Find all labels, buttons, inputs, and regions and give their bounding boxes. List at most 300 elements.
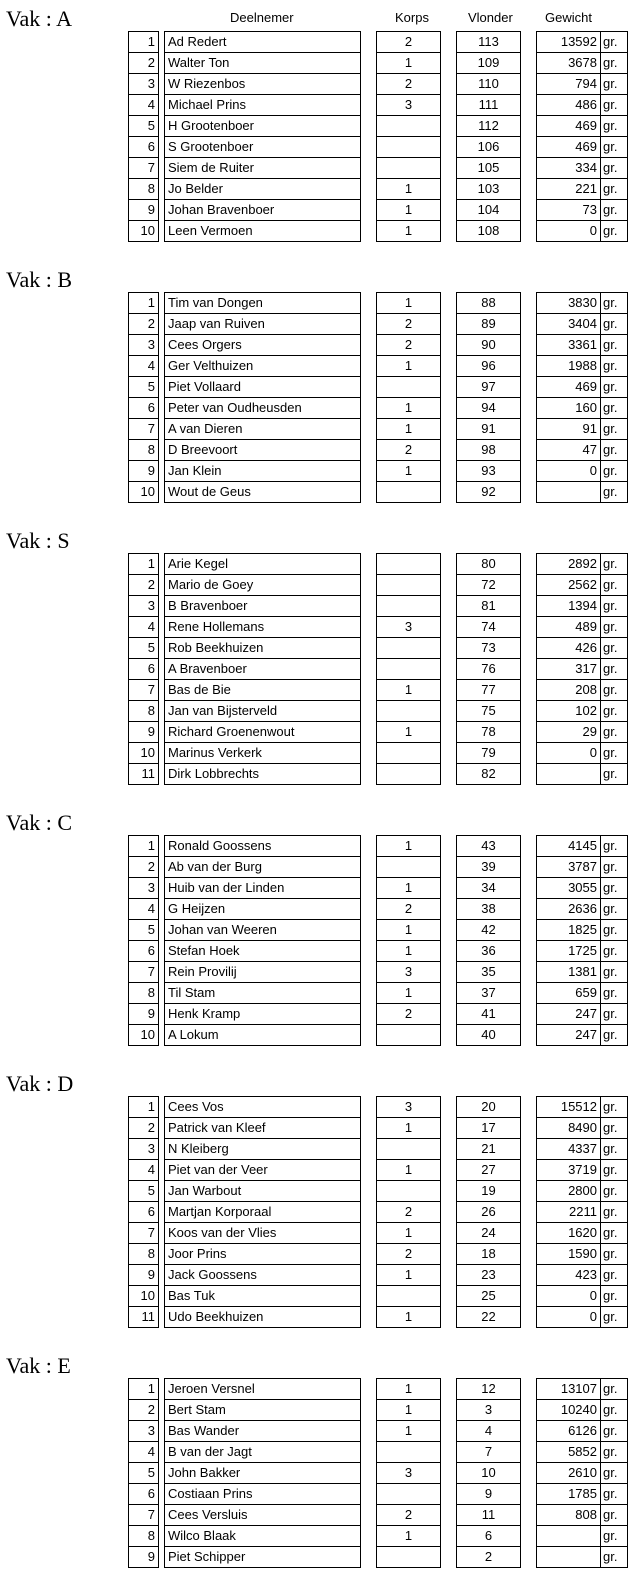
korps-cell: 1 — [377, 398, 441, 419]
spacer-cell — [361, 335, 377, 356]
spacer-cell — [361, 680, 377, 701]
korps-cell — [377, 554, 441, 575]
participant-name-cell: Rob Beekhuizen — [165, 638, 361, 659]
spacer-cell — [521, 1025, 537, 1046]
weight-cell: 317 — [537, 659, 601, 680]
vlonder-cell: 19 — [457, 1181, 521, 1202]
korps-cell: 1 — [377, 941, 441, 962]
spacer-cell — [521, 314, 537, 335]
rank-cell: 11 — [129, 764, 159, 785]
spacer-cell — [361, 962, 377, 983]
vlonder-cell: 41 — [457, 1004, 521, 1025]
spacer-cell — [441, 200, 457, 221]
spacer-cell — [441, 764, 457, 785]
vak-title: Vak : A — [6, 6, 72, 31]
korps-cell: 1 — [377, 836, 441, 857]
spacer-cell — [441, 899, 457, 920]
weight-unit-cell: gr. — [601, 158, 628, 179]
korps-cell: 2 — [377, 314, 441, 335]
spacer-cell — [521, 680, 537, 701]
spacer-cell — [521, 764, 537, 785]
weight-cell: 2562 — [537, 575, 601, 596]
spacer-cell — [441, 1463, 457, 1484]
participant-name-cell: Jan Klein — [165, 461, 361, 482]
spacer-cell — [521, 419, 537, 440]
weight-cell: 808 — [537, 1505, 601, 1526]
weight-unit-cell: gr. — [601, 377, 628, 398]
rank-cell: 4 — [129, 95, 159, 116]
korps-cell: 2 — [377, 1202, 441, 1223]
rank-cell: 2 — [129, 1400, 159, 1421]
spacer-cell — [441, 221, 457, 242]
weight-cell: 486 — [537, 95, 601, 116]
vlonder-cell: 40 — [457, 1025, 521, 1046]
spacer-cell — [361, 1118, 377, 1139]
weight-cell: 2800 — [537, 1181, 601, 1202]
spacer-cell — [441, 701, 457, 722]
vlonder-cell: 72 — [457, 575, 521, 596]
rank-cell: 5 — [129, 638, 159, 659]
spacer-cell — [361, 1442, 377, 1463]
vlonder-cell: 108 — [457, 221, 521, 242]
korps-cell: 2 — [377, 899, 441, 920]
spacer-cell — [521, 1463, 537, 1484]
spacer-cell — [521, 1505, 537, 1526]
weight-unit-cell: gr. — [601, 293, 628, 314]
table-row — [129, 1442, 628, 1463]
rank-cell: 3 — [129, 1139, 159, 1160]
vlonder-cell: 24 — [457, 1223, 521, 1244]
spacer-cell — [521, 1265, 537, 1286]
participant-name-cell: Bert Stam — [165, 1400, 361, 1421]
spacer-cell — [521, 638, 537, 659]
spacer-cell — [521, 1484, 537, 1505]
spacer-cell — [521, 74, 537, 95]
participant-name-cell: S Grootenboer — [165, 137, 361, 158]
rank-cell: 4 — [129, 1442, 159, 1463]
korps-cell — [377, 1484, 441, 1505]
vlonder-cell: 3 — [457, 1400, 521, 1421]
rank-cell: 7 — [129, 680, 159, 701]
spacer-cell — [521, 596, 537, 617]
weight-unit-cell: gr. — [601, 95, 628, 116]
korps-cell — [377, 1442, 441, 1463]
vlonder-cell: 23 — [457, 1265, 521, 1286]
weight-cell: 423 — [537, 1265, 601, 1286]
korps-cell: 1 — [377, 200, 441, 221]
spacer-cell — [521, 899, 537, 920]
korps-cell: 1 — [377, 1265, 441, 1286]
participant-name-cell: Jan van Bijsterveld — [165, 701, 361, 722]
participant-name-cell: Stefan Hoek — [165, 941, 361, 962]
weight-unit-cell: gr. — [601, 659, 628, 680]
weight-cell: 1988 — [537, 356, 601, 377]
spacer-cell — [361, 836, 377, 857]
vlonder-cell: 42 — [457, 920, 521, 941]
vlonder-cell: 80 — [457, 554, 521, 575]
rank-cell: 7 — [129, 158, 159, 179]
vlonder-cell: 97 — [457, 377, 521, 398]
weight-unit-cell: gr. — [601, 1379, 628, 1400]
vlonder-cell: 110 — [457, 74, 521, 95]
weight-cell: 15512 — [537, 1097, 601, 1118]
participant-name-cell: Ab van der Burg — [165, 857, 361, 878]
korps-cell — [377, 1286, 441, 1307]
vlonder-cell: 92 — [457, 482, 521, 503]
participant-name-cell: Rein Provilij — [165, 962, 361, 983]
participant-name-cell: H Grootenboer — [165, 116, 361, 137]
spacer-cell — [441, 722, 457, 743]
spacer-cell — [361, 941, 377, 962]
rank-cell: 1 — [129, 1097, 159, 1118]
vlonder-cell: 74 — [457, 617, 521, 638]
weight-cell: 2211 — [537, 1202, 601, 1223]
weight-unit-cell: gr. — [601, 221, 628, 242]
weight-cell: 3055 — [537, 878, 601, 899]
participant-name-cell: Johan Bravenboer — [165, 200, 361, 221]
participant-name-cell: N Kleiberg — [165, 1139, 361, 1160]
spacer-cell — [361, 1004, 377, 1025]
spacer-cell — [521, 941, 537, 962]
spacer-cell — [441, 836, 457, 857]
weight-unit-cell: gr. — [601, 1139, 628, 1160]
spacer-cell — [521, 1400, 537, 1421]
table-row — [129, 638, 628, 659]
vlonder-cell: 21 — [457, 1139, 521, 1160]
table-row — [129, 1379, 628, 1400]
weight-unit-cell: gr. — [601, 1004, 628, 1025]
rank-cell: 10 — [129, 221, 159, 242]
spacer-cell — [521, 1160, 537, 1181]
korps-cell — [377, 743, 441, 764]
weight-unit-cell: gr. — [601, 419, 628, 440]
rank-cell: 10 — [129, 1025, 159, 1046]
spacer-cell — [441, 1379, 457, 1400]
spacer-cell — [441, 743, 457, 764]
weight-cell — [537, 1526, 601, 1547]
spacer-cell — [361, 1505, 377, 1526]
rank-cell: 10 — [129, 743, 159, 764]
participant-name-cell: A van Dieren — [165, 419, 361, 440]
table-row — [129, 1004, 628, 1025]
table-row — [129, 899, 628, 920]
vlonder-cell: 25 — [457, 1286, 521, 1307]
weight-cell: 29 — [537, 722, 601, 743]
korps-cell: 2 — [377, 32, 441, 53]
vlonder-cell: 34 — [457, 878, 521, 899]
spacer-cell — [361, 179, 377, 200]
rank-cell: 2 — [129, 575, 159, 596]
spacer-cell — [521, 1202, 537, 1223]
rank-cell: 1 — [129, 554, 159, 575]
vlonder-cell: 26 — [457, 1202, 521, 1223]
rank-cell: 2 — [129, 1118, 159, 1139]
weight-unit-cell: gr. — [601, 1421, 628, 1442]
spacer-cell — [441, 1484, 457, 1505]
korps-cell: 1 — [377, 1118, 441, 1139]
spacer-cell — [441, 1421, 457, 1442]
spacer-cell — [361, 722, 377, 743]
weight-unit-cell: gr. — [601, 701, 628, 722]
rank-cell: 2 — [129, 53, 159, 74]
korps-cell — [377, 1547, 441, 1568]
spacer-cell — [361, 398, 377, 419]
weight-unit-cell: gr. — [601, 1025, 628, 1046]
korps-cell: 2 — [377, 74, 441, 95]
participant-name-cell: Jo Belder — [165, 179, 361, 200]
weight-cell: 469 — [537, 116, 601, 137]
vak-title: Vak : E — [6, 1353, 71, 1378]
weight-unit-cell: gr. — [601, 983, 628, 1004]
rank-cell: 3 — [129, 1421, 159, 1442]
rank-cell: 7 — [129, 1505, 159, 1526]
vlonder-cell: 17 — [457, 1118, 521, 1139]
table-row — [129, 983, 628, 1004]
spacer-cell — [441, 1004, 457, 1025]
vlonder-cell: 36 — [457, 941, 521, 962]
weight-cell: 208 — [537, 680, 601, 701]
spacer-cell — [361, 200, 377, 221]
spacer-cell — [441, 575, 457, 596]
weight-unit-cell: gr. — [601, 32, 628, 53]
table-row — [129, 221, 628, 242]
weight-cell: 3830 — [537, 293, 601, 314]
spacer-cell — [521, 1097, 537, 1118]
vak-title: Vak : B — [6, 267, 72, 292]
vlonder-cell: 113 — [457, 32, 521, 53]
weight-cell: 1394 — [537, 596, 601, 617]
weight-unit-cell: gr. — [601, 1118, 628, 1139]
korps-cell: 2 — [377, 335, 441, 356]
weight-unit-cell: gr. — [601, 1286, 628, 1307]
table-row — [129, 1181, 628, 1202]
korps-cell: 1 — [377, 221, 441, 242]
spacer-cell — [521, 1244, 537, 1265]
spacer-cell — [361, 1097, 377, 1118]
table-row — [129, 743, 628, 764]
participant-name-cell: Wilco Blaak — [165, 1526, 361, 1547]
participant-name-cell: Mario de Goey — [165, 575, 361, 596]
vlonder-cell: 105 — [457, 158, 521, 179]
spacer-cell — [441, 1139, 457, 1160]
rank-cell: 6 — [129, 398, 159, 419]
spacer-cell — [361, 1400, 377, 1421]
spacer-cell — [361, 1181, 377, 1202]
spacer-cell — [361, 1244, 377, 1265]
weight-cell: 47 — [537, 440, 601, 461]
korps-cell — [377, 377, 441, 398]
table-row — [129, 158, 628, 179]
weight-unit-cell: gr. — [601, 314, 628, 335]
weight-unit-cell: gr. — [601, 440, 628, 461]
spacer-cell — [361, 158, 377, 179]
korps-cell: 1 — [377, 419, 441, 440]
weight-unit-cell: gr. — [601, 1484, 628, 1505]
participant-name-cell: Udo Beekhuizen — [165, 1307, 361, 1328]
table-row — [129, 659, 628, 680]
spacer-cell — [441, 1286, 457, 1307]
spacer-cell — [361, 1484, 377, 1505]
spacer-cell — [361, 1547, 377, 1568]
spacer-cell — [441, 1442, 457, 1463]
vlonder-cell: 10 — [457, 1463, 521, 1484]
korps-cell: 1 — [377, 983, 441, 1004]
participant-name-cell: Bas de Bie — [165, 680, 361, 701]
spacer-cell — [441, 32, 457, 53]
vlonder-cell: 9 — [457, 1484, 521, 1505]
table-row — [129, 1526, 628, 1547]
table-row — [129, 575, 628, 596]
table-row — [129, 116, 628, 137]
table-row — [129, 857, 628, 878]
korps-cell: 2 — [377, 440, 441, 461]
table-row — [129, 179, 628, 200]
spacer-cell — [361, 314, 377, 335]
spacer-cell — [361, 554, 377, 575]
vlonder-cell: 43 — [457, 836, 521, 857]
spacer-cell — [521, 1139, 537, 1160]
korps-cell: 3 — [377, 962, 441, 983]
weight-unit-cell: gr. — [601, 1202, 628, 1223]
table-row — [129, 1286, 628, 1307]
vlonder-cell: 27 — [457, 1160, 521, 1181]
korps-cell — [377, 659, 441, 680]
weight-unit-cell: gr. — [601, 878, 628, 899]
participant-name-cell: Jeroen Versnel — [165, 1379, 361, 1400]
table-row — [129, 1139, 628, 1160]
vlonder-cell: 73 — [457, 638, 521, 659]
vlonder-cell: 94 — [457, 398, 521, 419]
rank-cell: 10 — [129, 482, 159, 503]
participant-name-cell: Richard Groenenwout — [165, 722, 361, 743]
participant-name-cell: Martjan Korporaal — [165, 1202, 361, 1223]
table-row — [129, 482, 628, 503]
weight-cell: 1590 — [537, 1244, 601, 1265]
rank-cell: 8 — [129, 440, 159, 461]
spacer-cell — [521, 335, 537, 356]
spacer-cell — [441, 335, 457, 356]
table-row — [129, 32, 628, 53]
spacer-cell — [441, 962, 457, 983]
spacer-cell — [441, 74, 457, 95]
weight-unit-cell: gr. — [601, 1181, 628, 1202]
spacer-cell — [521, 962, 537, 983]
vlonder-cell: 20 — [457, 1097, 521, 1118]
korps-cell: 3 — [377, 1097, 441, 1118]
rank-cell: 3 — [129, 335, 159, 356]
rank-cell: 6 — [129, 137, 159, 158]
korps-cell: 3 — [377, 95, 441, 116]
rank-cell: 11 — [129, 1307, 159, 1328]
weight-cell — [537, 764, 601, 785]
spacer-cell — [521, 200, 537, 221]
rank-cell: 9 — [129, 200, 159, 221]
weight-unit-cell: gr. — [601, 722, 628, 743]
spacer-cell — [441, 482, 457, 503]
weight-cell: 1785 — [537, 1484, 601, 1505]
weight-cell — [537, 1547, 601, 1568]
vlonder-cell: 4 — [457, 1421, 521, 1442]
table-row — [129, 1484, 628, 1505]
spacer-cell — [521, 617, 537, 638]
spacer-cell — [361, 764, 377, 785]
weight-unit-cell: gr. — [601, 764, 628, 785]
spacer-cell — [441, 95, 457, 116]
weight-cell: 489 — [537, 617, 601, 638]
spacer-cell — [521, 857, 537, 878]
spacer-cell — [521, 554, 537, 575]
weight-unit-cell: gr. — [601, 53, 628, 74]
korps-cell — [377, 638, 441, 659]
participant-name-cell: D Breevoort — [165, 440, 361, 461]
weight-cell: 2610 — [537, 1463, 601, 1484]
spacer-cell — [441, 1097, 457, 1118]
weight-unit-cell: gr. — [601, 1160, 628, 1181]
spacer-cell — [441, 1307, 457, 1328]
weight-cell: 1725 — [537, 941, 601, 962]
participant-name-cell: Patrick van Kleef — [165, 1118, 361, 1139]
vlonder-cell: 38 — [457, 899, 521, 920]
vlonder-cell: 96 — [457, 356, 521, 377]
korps-cell — [377, 1025, 441, 1046]
weight-unit-cell: gr. — [601, 74, 628, 95]
participant-name-cell: Huib van der Linden — [165, 878, 361, 899]
weight-cell: 5852 — [537, 1442, 601, 1463]
table-row — [129, 1025, 628, 1046]
rank-cell: 4 — [129, 1160, 159, 1181]
rank-cell: 5 — [129, 116, 159, 137]
spacer-cell — [441, 1526, 457, 1547]
participant-name-cell: John Bakker — [165, 1463, 361, 1484]
rank-cell: 1 — [129, 32, 159, 53]
table-row — [129, 722, 628, 743]
rank-cell: 6 — [129, 659, 159, 680]
rank-cell: 4 — [129, 617, 159, 638]
spacer-cell — [441, 1025, 457, 1046]
vlonder-cell: 90 — [457, 335, 521, 356]
vak-title: Vak : D — [6, 1071, 74, 1096]
header-korps: Korps — [395, 10, 429, 25]
korps-cell: 1 — [377, 920, 441, 941]
weight-cell: 2892 — [537, 554, 601, 575]
weight-unit-cell: gr. — [601, 836, 628, 857]
spacer-cell — [361, 116, 377, 137]
rank-cell: 5 — [129, 1181, 159, 1202]
spacer-cell — [521, 743, 537, 764]
spacer-cell — [441, 398, 457, 419]
vlonder-cell: 88 — [457, 293, 521, 314]
weight-cell: 4337 — [537, 1139, 601, 1160]
vlonder-cell: 22 — [457, 1307, 521, 1328]
weight-cell: 3678 — [537, 53, 601, 74]
participant-name-cell: Siem de Ruiter — [165, 158, 361, 179]
spacer-cell — [441, 983, 457, 1004]
korps-cell: 1 — [377, 293, 441, 314]
spacer-cell — [361, 575, 377, 596]
column-headers — [0, 10, 634, 30]
weight-unit-cell: gr. — [601, 335, 628, 356]
spacer-cell — [521, 1379, 537, 1400]
rank-cell: 2 — [129, 314, 159, 335]
participant-name-cell: Til Stam — [165, 983, 361, 1004]
participant-name-cell: W Riezenbos — [165, 74, 361, 95]
spacer-cell — [361, 221, 377, 242]
vak-title: Vak : C — [6, 810, 72, 835]
rank-cell: 1 — [129, 1379, 159, 1400]
spacer-cell — [361, 743, 377, 764]
weight-cell: 3404 — [537, 314, 601, 335]
vlonder-cell: 98 — [457, 440, 521, 461]
